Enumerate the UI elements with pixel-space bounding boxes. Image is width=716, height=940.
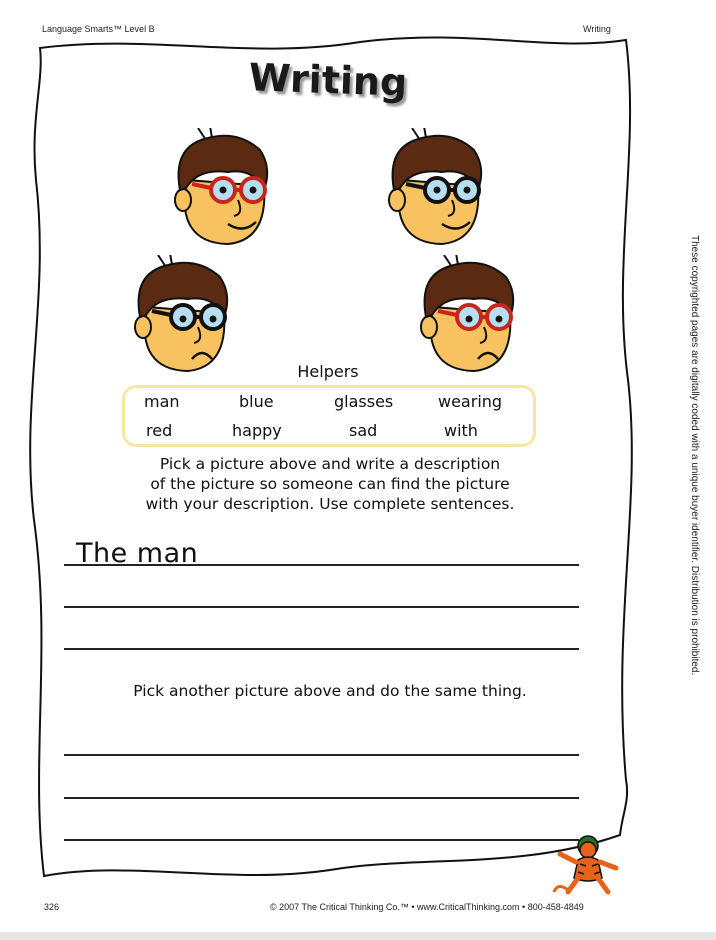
copyright-side-note: These copyrighted pages are digitally coded with a unique buyer identifier. Distribution is prohibited.	[689, 235, 700, 676]
header-series-label: Language Smarts™ Level B	[42, 24, 155, 34]
face-sad-bottom-left	[128, 255, 234, 375]
writing-line	[64, 606, 579, 608]
helper-word: happy	[232, 421, 282, 440]
handwritten-answer: The man	[76, 538, 199, 569]
instruction-line-3: with your description. Use complete sentences.	[145, 495, 515, 513]
face-happy-top-left	[168, 128, 274, 248]
header-section-label: Writing	[583, 24, 611, 34]
page-number: 326	[44, 902, 60, 912]
instruction-line-1: Pick a picture above and write a description	[159, 455, 501, 473]
helper-word: red	[146, 421, 173, 440]
helper-word: glasses	[334, 392, 394, 411]
writing-line	[64, 648, 579, 650]
footer-copyright: © 2007 The Critical Thinking Co.™ • www.CriticalThinking.com • 800-458-4849	[270, 902, 584, 912]
face-sad-bottom-right	[414, 255, 520, 375]
second-instruction: Pick another picture above and do the same thing.	[133, 682, 527, 700]
writing-line	[64, 564, 579, 566]
writing-line	[64, 797, 579, 799]
helper-word: blue	[239, 392, 274, 411]
writing-line	[64, 754, 579, 756]
helper-word: wearing	[438, 392, 503, 411]
writing-line	[64, 839, 579, 841]
helper-word: sad	[349, 421, 378, 440]
page-title: Writing	[248, 55, 408, 105]
helpers-title: Helpers	[297, 362, 359, 381]
page-bottom-edge	[0, 932, 716, 940]
tiger-mascot-icon	[548, 832, 628, 896]
face-happy-top-right	[382, 128, 488, 248]
helper-word: man	[144, 392, 180, 411]
helper-word: with	[444, 421, 478, 440]
instruction-line-2: of the picture so someone can find the picture	[150, 475, 510, 493]
